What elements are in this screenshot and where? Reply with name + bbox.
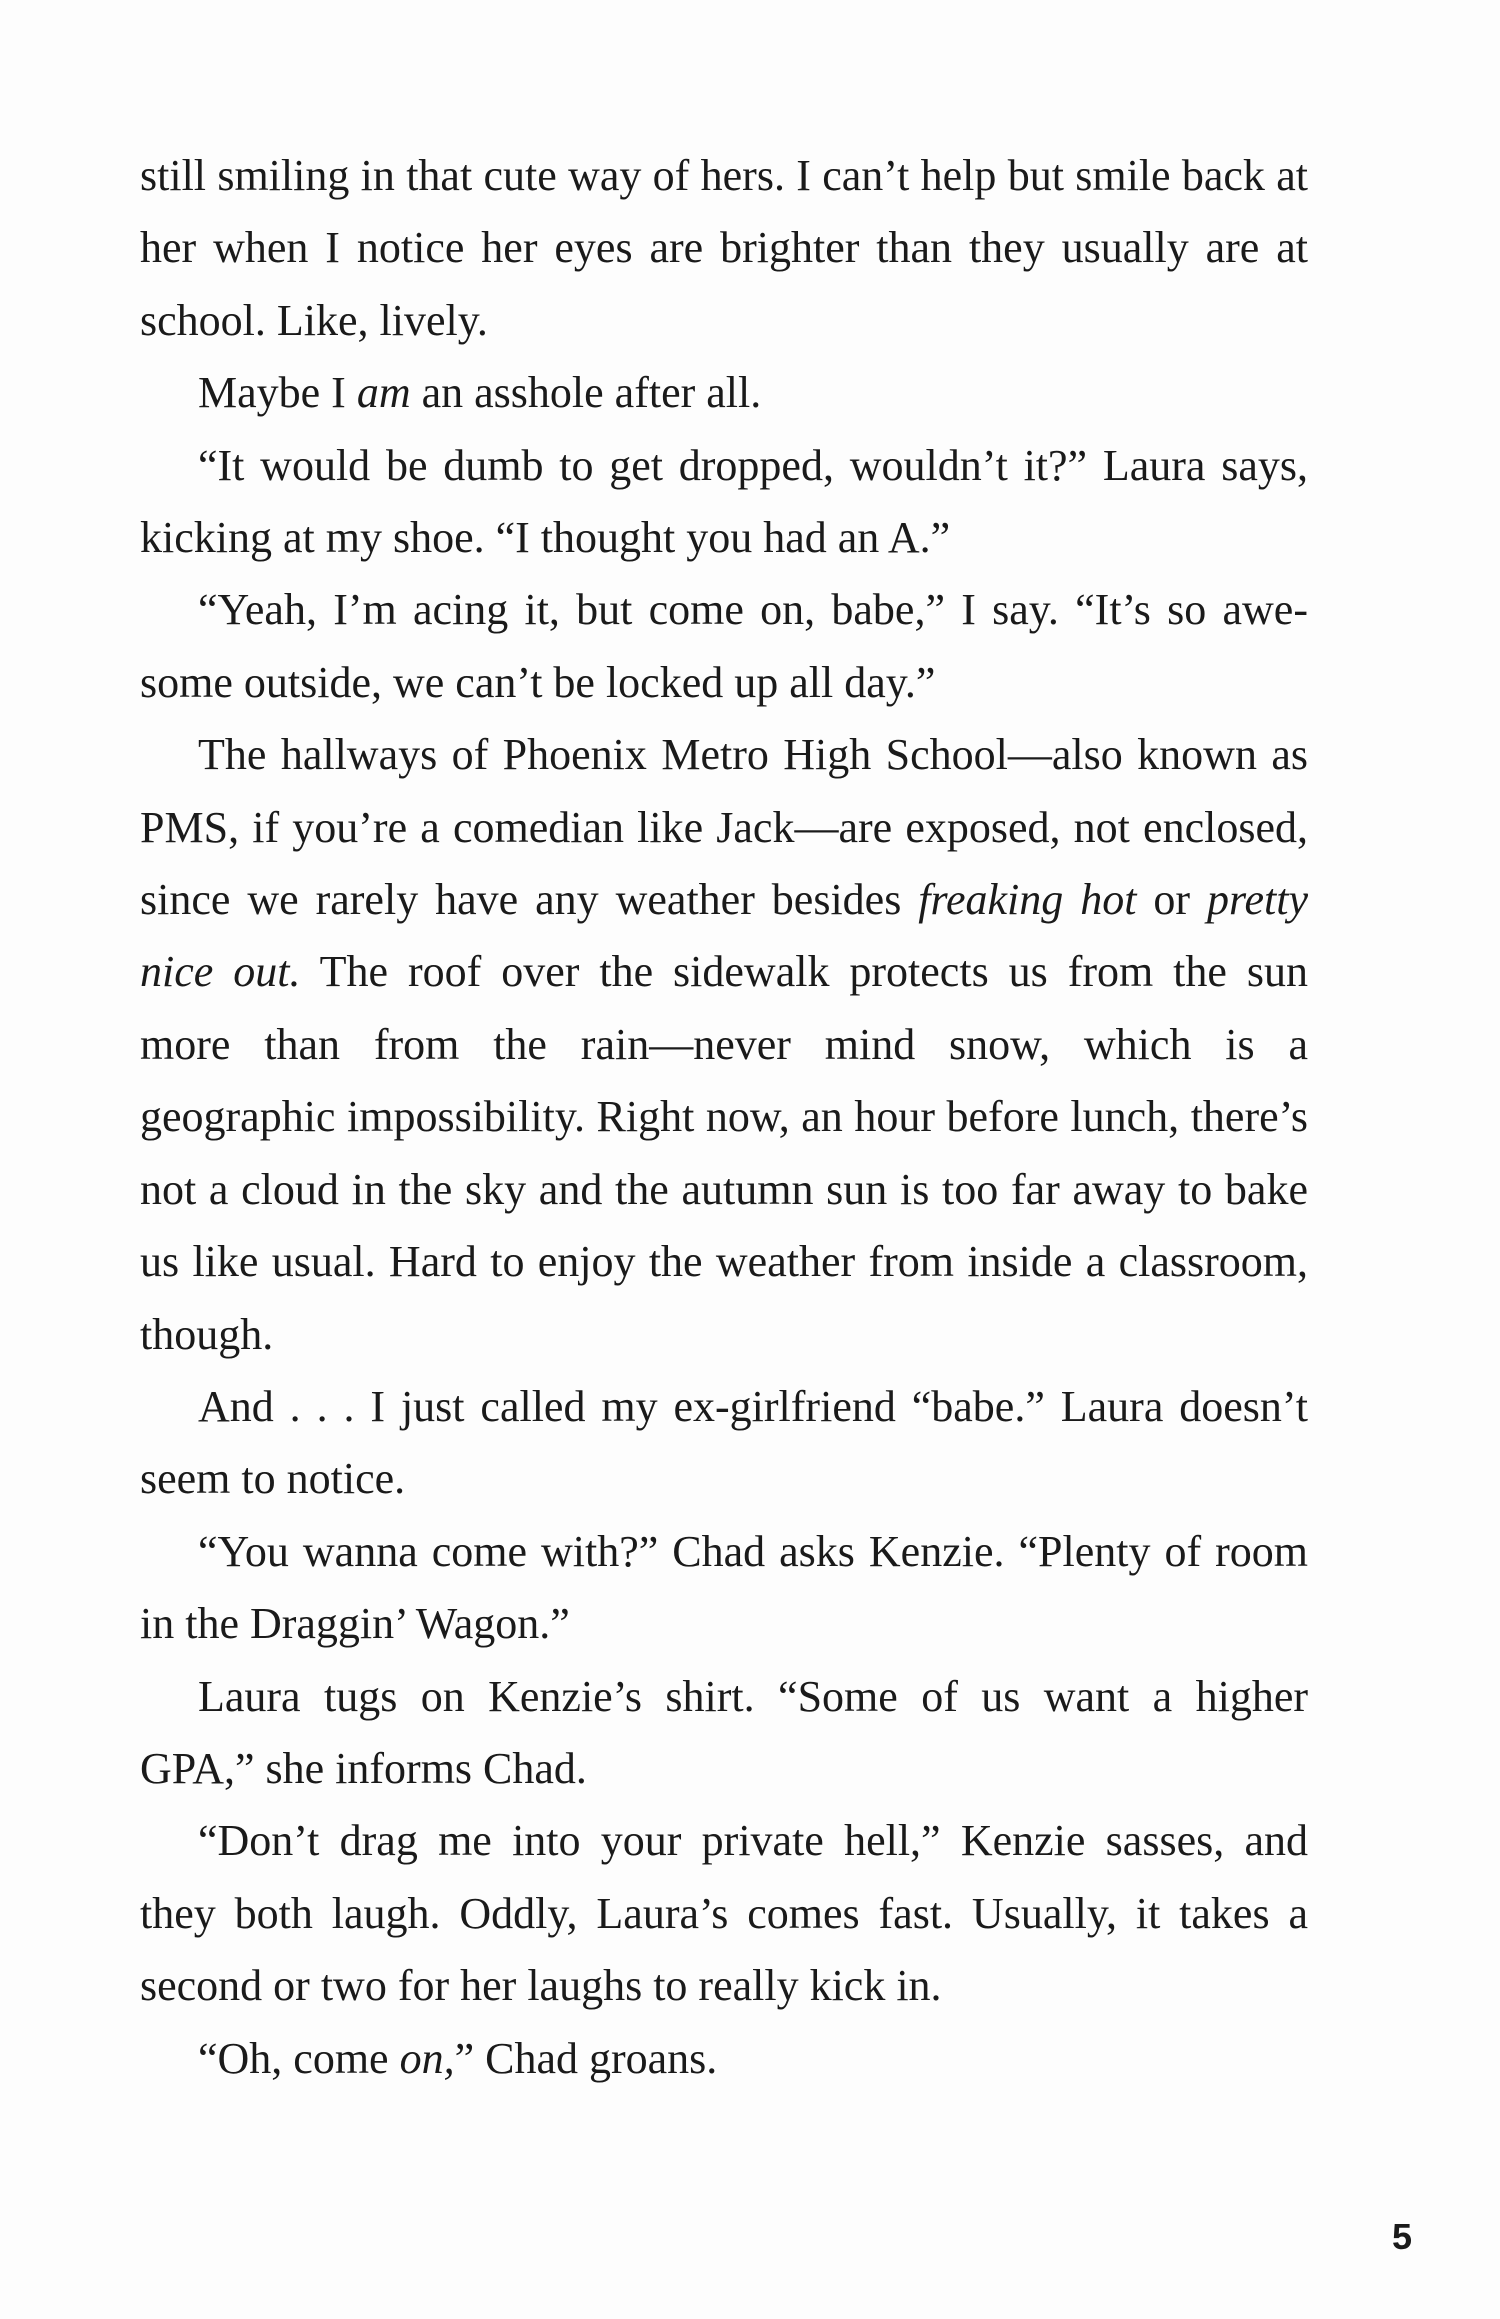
- emphasis-text: freaking hot: [918, 875, 1137, 925]
- paragraph-2: [140, 357, 1308, 429]
- emphasis-text: pretty nice out.: [140, 875, 1308, 997]
- paragraph-10: [140, 2023, 1308, 2095]
- paragraph-8: [140, 1661, 1308, 1806]
- paragraph-text: And . . . I just called my ex-girlfriend “babe.” Laura doesn’t seem to notice.: [140, 1381, 1308, 1504]
- paragraph-6: [140, 1371, 1308, 1516]
- paragraph-text: “It would be dumb to get dropped, wouldn’t it?” Laura says, kicking at my shoe. “I thought you had an A.”: [140, 440, 1308, 563]
- paragraph-text: “Don’t drag me into your private hell,” Kenzie sasses, and they both laugh. Oddly, Laura’s comes fast. Usually, it takes a second or two for her laughs to really kick in.: [140, 1816, 1308, 2011]
- paragraph-text: “You wanna come with?” Chad asks Kenzie. “Plenty of room in the Draggin’ Wagon.”: [140, 1526, 1308, 1649]
- paragraph-text: “Oh, come: [198, 2033, 400, 2083]
- paragraph-9: [140, 1805, 1308, 2022]
- paragraph-text: an asshole after all.: [410, 368, 762, 418]
- paragraph-text: still smiling in that cute way of hers. I can’t help but smile back at her when I notice her eyes are brighter than they usually are at school. Like, lively.: [140, 151, 1308, 345]
- paragraph-4: [140, 574, 1308, 719]
- paragraph-text: The hallways of Phoenix Metro High School—also known as PMS, if you’re a comedian like Jack—are exposed, not enclosed, since we rarely have any weather besides: [140, 730, 1308, 925]
- paragraph-5: [140, 719, 1308, 1371]
- paragraph-1: [140, 140, 1308, 357]
- body-text: [140, 140, 1308, 2095]
- paragraph-text: “Yeah, I’m acing it, but come on, babe,” I say. “It’s so awe-some outside, we can’t be locked up all day.”: [140, 585, 1308, 707]
- paragraph-text: Maybe I: [198, 368, 357, 418]
- paragraph-text: The roof over the sidewalk protects us from the sun more than from the rain—never mind snow, which is a geographic impossibility. Right now, an hour before lunch, there’s not a cloud in the sky and the autumn sun is too far away to bake us like usual. Hard to enjoy the weather from inside a classroom, though.: [140, 947, 1308, 1359]
- paragraph-text: Laura tugs on Kenzie’s shirt. “Some of us want a higher GPA,” she informs Chad.: [140, 1671, 1308, 1793]
- paragraph-3: [140, 430, 1308, 575]
- page-number: 5: [1392, 2216, 1413, 2257]
- paragraph-text: ” Chad groans.: [454, 2033, 718, 2083]
- paragraph-7: [140, 1516, 1308, 1661]
- emphasis-text: on,: [399, 2033, 455, 2083]
- paragraph-text: or: [1136, 875, 1207, 925]
- emphasis-text: am: [356, 368, 411, 418]
